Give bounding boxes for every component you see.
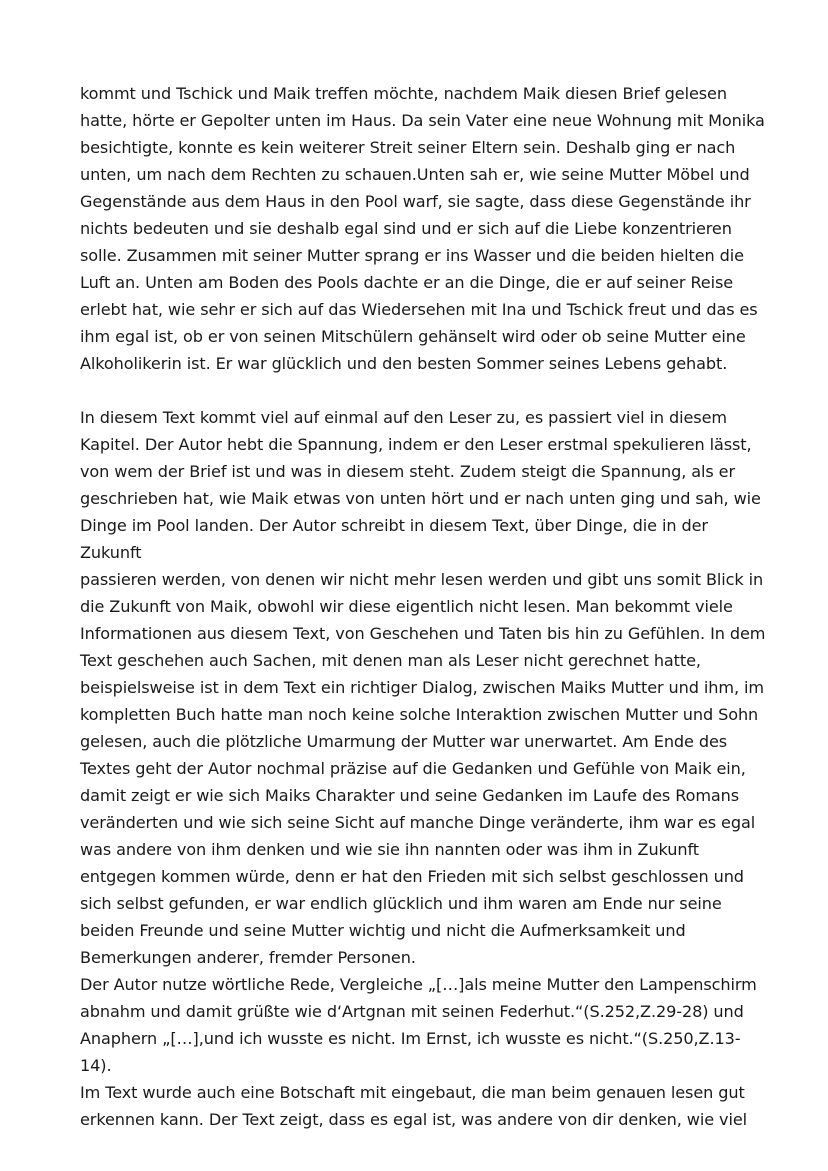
document-page: [80, 80, 770, 1133]
paragraph-gap: [80, 377, 770, 404]
paragraph-stylistic-devices: Der Autor nutze wörtliche Rede, Vergleiche „[…]als meine Mutter den Lampenschirm abnahm und damit grüßte wie d‘Artgnan mit seinen Federhut.“(S.252,Z.29-28) und Anaphern „[…],und ich wusste es nicht. Im Ernst, ich wusste es nicht.“(S.250,Z.13-14). Im Text wurde auch eine Botschaft mit eingebaut, die man beim genauen lesen gut erkennen kann. Der Text zeigt, dass es egal ist, was andere von dir denken, wie viel: [80, 975, 757, 1129]
paragraph-summary: kommt und Tschick und Maik treffen möchte, nachdem Maik diesen Brief gelesen hatte, hörte er Gepolter unten im Haus. Da sein Vater eine neue Wohnung mit Monika besichtigte, konnte es kein weiterer Streit seiner Eltern sein. Deshalb ging er nach unten, um nach dem Rechten zu schauen.Unten sah er, wie seine Mutter Möbel und Gegenstände aus dem Haus in den Pool warf, sie sagte, dass diese Gegenstände ihr nichts bedeuten und sie deshalb egal sind und er sich auf die Liebe konzentrieren solle. Zusammen mit seiner Mutter sprang er ins Wasser und die beiden hielten die Luft an. Unten am Boden des Pools dachte er an die Dinge, die er auf seiner Reise erlebt hat, wie sehr er sich auf das Wiedersehen mit Ina und Tschick freut und das es ihm egal ist, ob er von seinen Mitschülern gehänselt wird oder ob seine Mutter eine Alkoholikerin ist. Er war glücklich und den besten Sommer seines Lebens gehabt.: [80, 84, 765, 373]
paragraph-analysis: In diesem Text kommt viel auf einmal auf den Leser zu, es passiert viel in diesem Kapitel. Der Autor hebt die Spannung, indem er den Leser erstmal spekulieren lässt, von wem der Brief ist und was in diesem steht. Zudem steigt die Spannung, als er geschrieben hat, wie Maik etwas von unten hört und er nach unten ging und sah, wie Dinge im Pool landen. Der Autor schreibt in diesem Text, über Dinge, die in der Zukunft passieren werden, von denen wir nicht mehr lesen werden und gibt uns somit Blick in die Zukunft von Maik, obwohl wir diese eigentlich nicht lesen. Man bekommt viele Informationen aus diesem Text, von Geschehen und Taten bis hin zu Gefühlen. In dem Text geschehen auch Sachen, mit denen man als Leser nicht gerechnet hatte, beispielsweise ist in dem Text ein richtiger Dialog, zwischen Maiks Mutter und ihm, im kompletten Buch hatte man noch keine solche Interaktion zwischen Mutter und Sohn gelesen, auch die plötzliche Umarmung der Mutter war unerwartet. Am Ende des Textes geht der Autor nochmal präzise auf die Gedanken und Gefühle von Maik ein, damit zeigt er wie sich Maiks Charakter und seine Gedanken im Laufe des Romans veränderten und wie sich seine Sicht auf manche Dinge veränderte, ihm war es egal was andere von ihm denken und wie sie ihn nannten oder was ihm in Zukunft entgegen kommen würde, denn er hat den Frieden mit sich selbst geschlossen und sich selbst gefunden, er war endlich glücklich und ihm waren am Ende nur seine beiden Freunde und seine Mutter wichtig und nicht die Aufmerksamkeit und Bemerkungen anderer, fremder Personen.: [80, 408, 766, 967]
